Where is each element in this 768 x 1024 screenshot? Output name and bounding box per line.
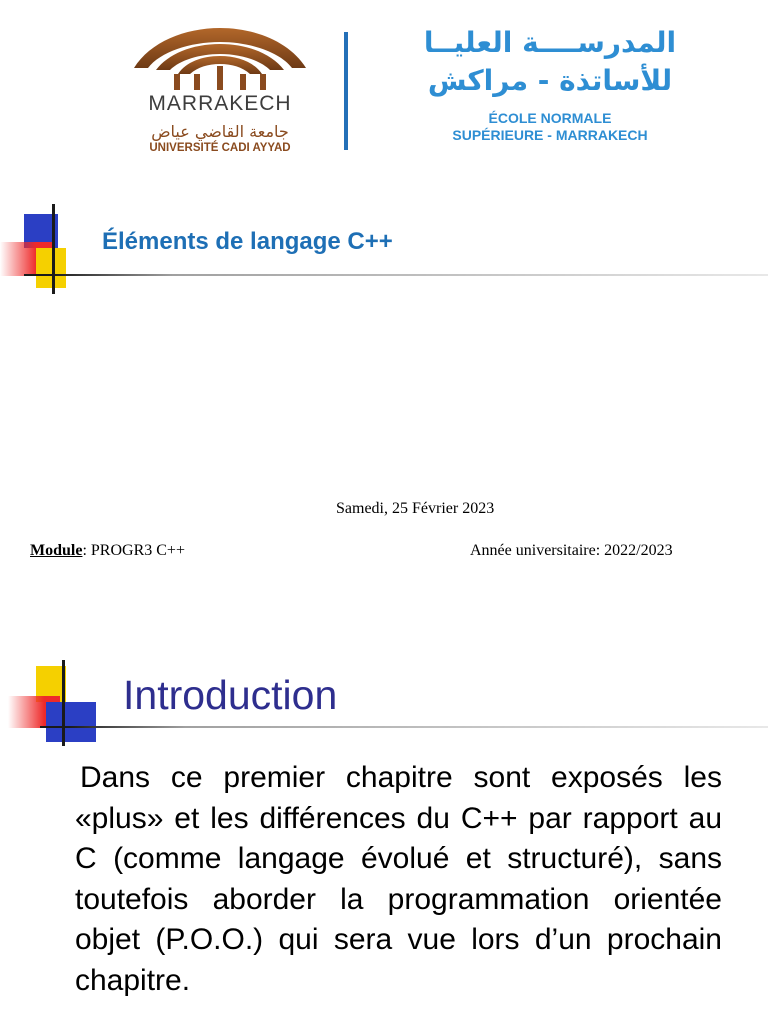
logo-divider [344, 32, 348, 150]
academic-year: Année universitaire: 2022/2023 [470, 542, 673, 559]
university-name-arabic: جامعة القاضي عياض [151, 122, 289, 141]
school-logo [372, 26, 728, 146]
logo-city-name: MARRAKECH [148, 92, 292, 115]
module-label: Module [30, 542, 83, 559]
palm-emblem-icon [130, 22, 310, 92]
school-name-french-line2: SUPÉRIEURE - MARRAKECH [452, 127, 648, 143]
module-line [30, 542, 185, 560]
module-value: : PROGR3 C++ [82, 542, 185, 559]
slide-title: Éléments de langage C++ [102, 228, 393, 255]
section-title: Introduction [123, 672, 338, 718]
date-text: Samedi, 25 Février 2023 [336, 500, 495, 517]
school-name-french-line1: ÉCOLE NORMALE [488, 110, 612, 126]
university-name-french: UNIVERSITÉ CADI AYYAD [149, 142, 291, 154]
intro-paragraph: Dans ce premier chapitre sont exposés les «plus» et les différences du C++ par rapport au C (comme langage évolué et structuré), sans toutefois aborder la programmation orientée objet (P.O.O.) qui sera vue lors d’un prochain chapitre. [75, 761, 722, 997]
school-name-arabic-line2: للأساتذة - مراكش [427, 64, 673, 97]
university-logo [126, 22, 314, 160]
school-name-arabic-line1: المدرســــة العليــا [423, 26, 677, 59]
heading-decoration-icon [0, 660, 768, 750]
